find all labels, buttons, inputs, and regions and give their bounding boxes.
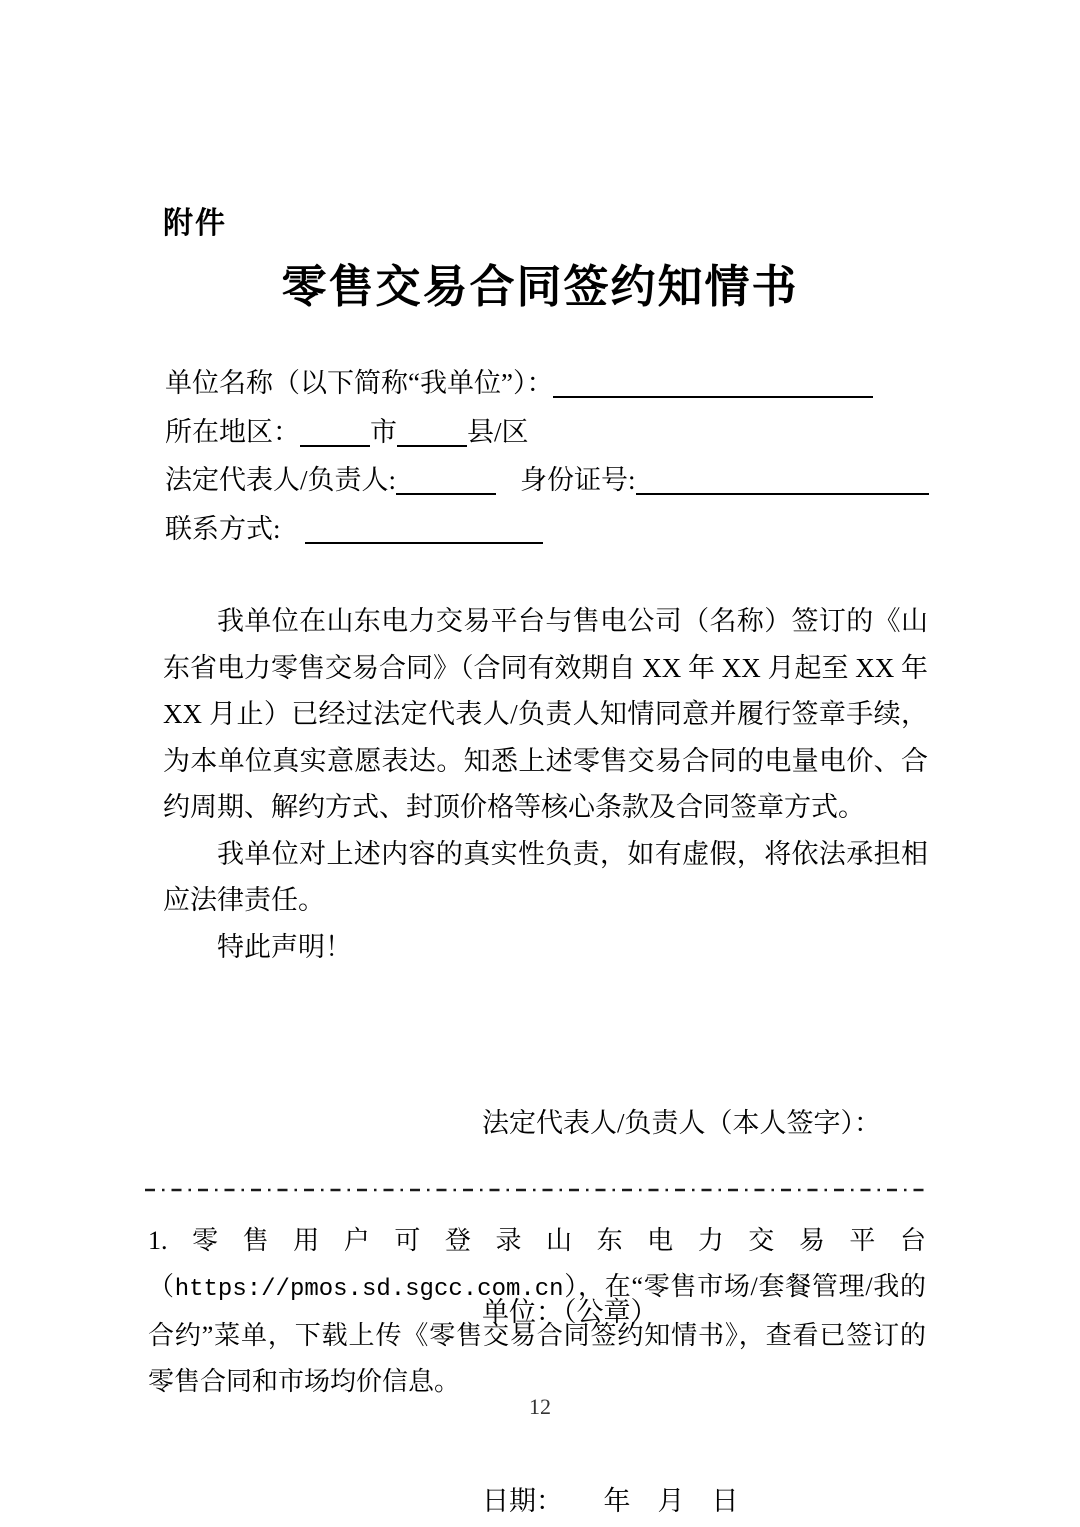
id-number-blank [636, 475, 929, 495]
platform-url: https://pmos.sd.sgcc.com.cn [174, 1276, 564, 1303]
signature-unit-line: 单位：（公章） [482, 1297, 658, 1327]
body-paragraph-2: 我单位对上述内容的真实性负责，如有虚假，将依法承担相应法律责任。 [163, 838, 928, 915]
region-city-suffix: 市 [370, 416, 397, 447]
form-line-region [165, 408, 930, 457]
declaration-line: 特此声明！ [217, 931, 352, 962]
form-section [165, 359, 930, 553]
company-name-label: 单位名称（以下简称“我单位”）： [165, 368, 554, 398]
page-number: 12 [529, 1394, 551, 1419]
region-label: 所在地区： [165, 416, 300, 447]
body-paragraph-1: 我单位在山东电力交易平台与售电公司（名称）签订的《山东省电力零售交易合同》（合同有效期自 XX 年 XX 月起至 XX 年 XX 月止）已经过法定代表人/负责人知情同意并履行签章手续，为本单位真实意愿表达。知悉上述零售交易合同的电量电价、合约周期、解约方式、封顶价格等核心条款及合同签章方式。 [163, 606, 928, 822]
footnote-text-end: ），在“零售市场/套餐管理/我的合约”菜单，下载上传《零售交易合同签约知情书》，查看已签订的零售合同和市场均价信息。 [148, 1272, 926, 1396]
id-number-label: 身份证号: [520, 465, 636, 495]
signature-date-line: 日期： 年 月 日 [482, 1486, 739, 1516]
region-city-blank [300, 427, 370, 447]
contact-blank [305, 524, 543, 544]
form-line-company [165, 359, 930, 408]
dash-dot-divider [145, 1188, 930, 1192]
contact-label: 联系方式: [165, 513, 281, 544]
signature-signer-line: 法定代表人/负责人（本人签字）： [482, 1108, 882, 1138]
legal-rep-blank [396, 475, 496, 495]
footnote-section [148, 1218, 926, 1405]
form-line-legal-rep [165, 456, 930, 505]
region-county-suffix: 县/区 [467, 416, 529, 447]
footnote-text-start: 1.零售用户可登录山东电力交易平台（ [148, 1226, 926, 1301]
attachment-label: 附件 [163, 207, 227, 240]
form-line-contact [165, 505, 930, 554]
legal-rep-label: 法定代表人/负责人: [165, 465, 397, 495]
body-section [163, 598, 928, 970]
page-title: 零售交易合同签约知情书 [281, 262, 799, 312]
region-county-blank [397, 427, 467, 447]
company-name-blank [553, 378, 873, 398]
